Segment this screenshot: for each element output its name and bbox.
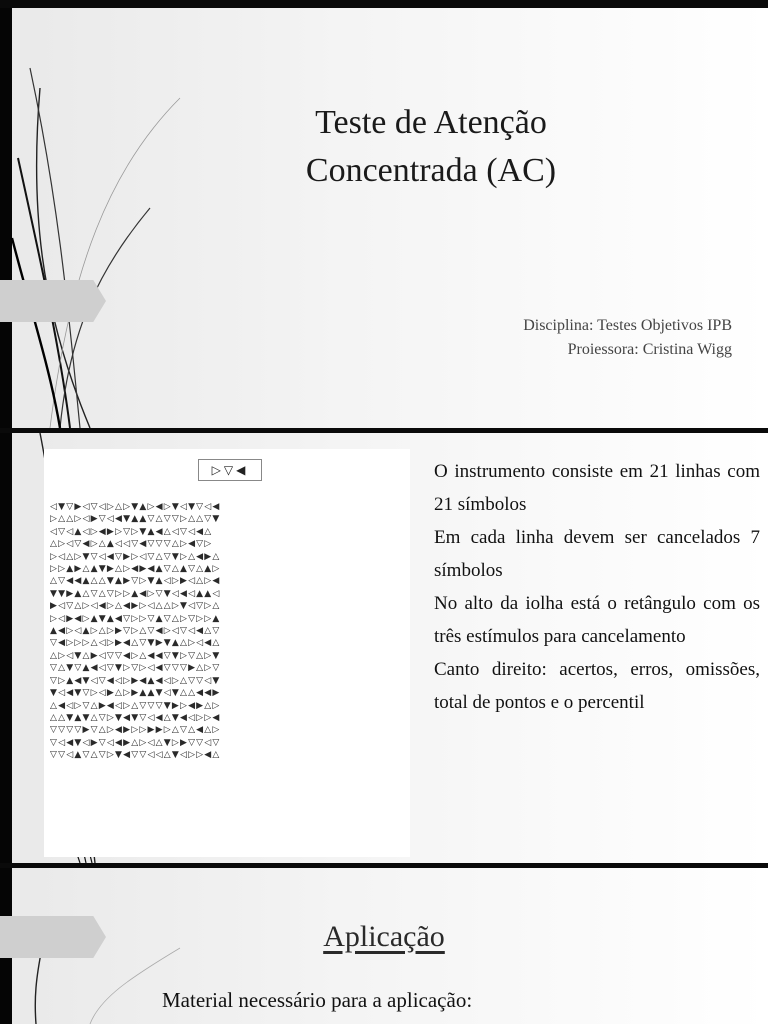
grid-row: ▽▷▲◀▼◁▽◀◁▷▶◀▲◀◁▷△▽▽◁▼ (50, 675, 221, 686)
grid-row: △◀◁▷▽△▶◀◁▷△▽▽▽▼▶▷◀▶△▷ (50, 700, 221, 711)
paragraph: O instrumento consiste em 21 linhas com 21 símbolos (434, 461, 760, 515)
grid-row: △△▼▲▼△▽▷▼◀▼▽◁◀△▼◀◁▷▷◀ (50, 712, 221, 723)
grid-row: ▶◁▽△▷◁◀▷△◀▶▷◁△△▷▼◁▽▷△ (50, 601, 221, 612)
grid-row: ▷△△▷◁▶▽◁◀▼▲▲▽△▽▽▷△△▽▼ (50, 514, 221, 525)
grid-row: ▲◀▷◁▲▷△▷▶▽▷△▽◀▷◁▽◁◀△▽ (50, 626, 221, 637)
slide-application (0, 868, 768, 1024)
grid-row: ▽▽▽▽▶▽△▷◀▶▷▷▶▶▷△▽△◀△▷ (50, 725, 221, 736)
grid-row: ▼▼▶▲△▽△▽▷▷▲◀▷▽▼◁◀◁▲▲◁ (50, 588, 221, 599)
grid-row: ▽◁◀▼◁▶▽◁◀▶△▷◁△▼▷▶▽▽◁▽ (50, 737, 221, 748)
subtitle-professor: Proiessora: Cristina Wigg (567, 341, 732, 358)
grid-row: ▽◀▷▷▷△◁▷▶◀△▽▼▶▼▲△▷◁◀△ (50, 638, 221, 649)
grid-row: ▼◁◀▼▽▷◁▶△▷▶▲▲▼◁▼△△◀◀▶ (50, 688, 221, 699)
grid-row: △▽◀◀▲△△▼▲▶▽▷▼▲◁▷▶◁△▷◀ (50, 576, 221, 587)
paragraph: Em cada linha devem ser cancelados 7 símbolos (434, 527, 760, 581)
grid-row: ▷◁△▷▼▽◁◀▽▶▷◁▽△▽▼▷△◀▶△ (50, 551, 221, 562)
section-title: Aplicação (323, 920, 445, 953)
subtitle-discipline: Disciplina: Testes Objetivos IPB (523, 317, 732, 334)
grid-row: △▷◁▼△▶◁▽▽◀▷△◀◀▽▼▷▽△▷▼ (50, 650, 221, 661)
grid-row: ▽△▼▽▲◀◁▽▼▷▽▷◁◀▽▽▽▶△▷▽ (50, 663, 221, 674)
grid-row: ▷▷▲▶△▲▼▶△▷◀▶◀▲▽△▲▽△▲▷ (50, 564, 221, 575)
description-text (434, 455, 760, 719)
slide-instrument (0, 433, 768, 863)
grid-row: △▷◁▽◀▷△▲◁◁▽◀▽▽▽△▷◀▽▷ (50, 539, 213, 550)
title-line-1: Teste de Atenção (315, 104, 547, 141)
grid-row: ▽▽◁▲▽△▽▷▼◀▽▽◁◁△▼◁▷▷◀△ (50, 750, 221, 761)
grid-row: ▷◁▶◀▷▲▼▲◀▽▷▷▽▲▽△▷▽▷▷▲ (50, 613, 221, 624)
stimulus-box: ▷▽◀ (198, 459, 262, 481)
test-sheet-image (44, 449, 410, 857)
title-line-2: Concentrada (AC) (305, 152, 557, 189)
leaf-decoration (0, 8, 200, 428)
grid-row: ◁▽◁▲◁▷◀▶▷▽▷▼▲◀△◁▽◁◀△ (50, 526, 213, 537)
grid-row: ◁▼▽▶◁▽◁▷△▷▼▲▷◀▷▼◁▼▽◁◀ (50, 502, 221, 512)
paragraph: No alto da iolha está o retângulo com os três estímulos para cancelamento (434, 593, 760, 647)
material-text: Material necessário para a aplicação: (162, 988, 473, 1012)
slide-title (0, 8, 768, 428)
slide-tab (0, 280, 106, 322)
paragraph: Canto direito: acertos, erros, omissões, total de pontos e o percentil (434, 659, 760, 713)
symbol-grid (50, 501, 406, 762)
